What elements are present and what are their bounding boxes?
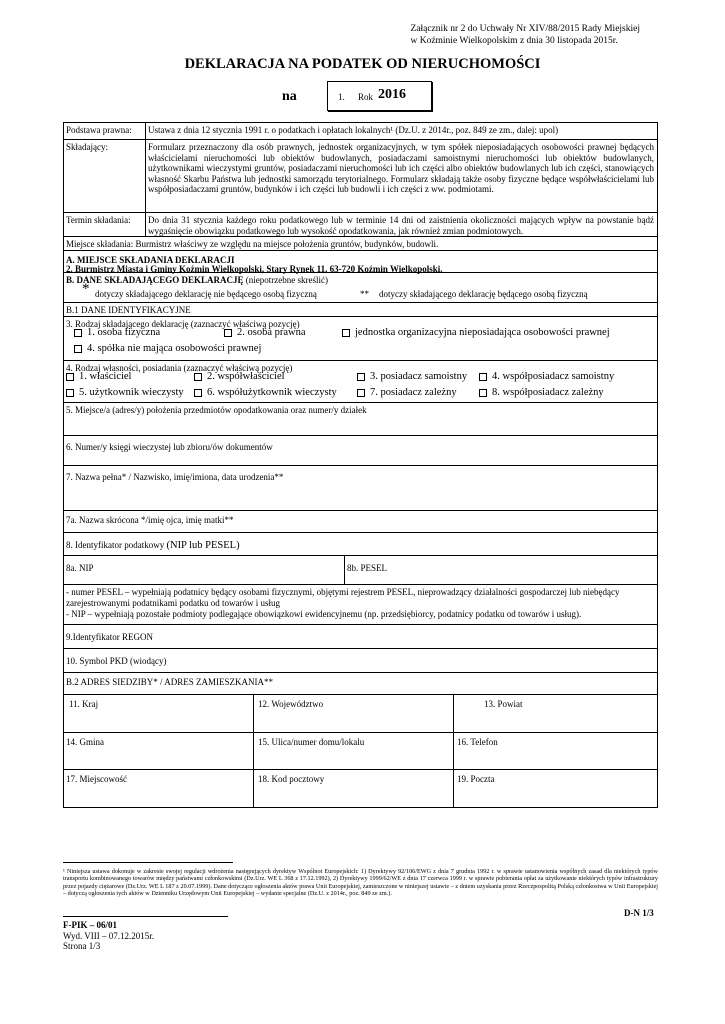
field10-label: 10. Symbol PKD (wiodący) xyxy=(66,656,167,666)
checkbox[interactable] xyxy=(479,389,487,397)
checkbox[interactable] xyxy=(194,373,202,381)
field5-label: 5. Miejsce/a (adres/y) położenia przedmiotów opodatkowania oraz numer/y działek xyxy=(66,405,367,415)
page-title: DEKLARACJA NA PODATEK OD NIERUCHOMOŚCI xyxy=(184,56,541,72)
field-8b[interactable] xyxy=(345,556,657,584)
checkbox[interactable] xyxy=(66,389,74,397)
field3-option-1[interactable] xyxy=(74,328,160,339)
field-8a[interactable] xyxy=(64,556,345,584)
field4-option-1[interactable] xyxy=(66,372,131,383)
pesel-note-line2: - NIP – wypełniają pozostałe podmioty podlegające obowiązkowi ewidencyjnemu (np. przedsiębiorcy, podatnicy podatku od towarów i usług). xyxy=(66,609,582,619)
checkbox[interactable] xyxy=(342,329,350,337)
field9-label: 9.Identyfikator REGON xyxy=(66,632,153,642)
page-code: D-N 1/3 xyxy=(624,908,654,918)
skladajacy-label: Składający: xyxy=(66,142,108,152)
checkbox[interactable] xyxy=(357,389,365,397)
footer-page: Strona 1/3 xyxy=(63,941,101,951)
field4-option-3-label: 3. posiadacz samoistny xyxy=(370,371,468,382)
field-10[interactable] xyxy=(63,649,658,673)
field4-option-4[interactable] xyxy=(479,372,614,383)
footer-code: F-PIK – 06/01 xyxy=(63,920,117,930)
field8-suffix: (NIP lub PESEL) xyxy=(166,540,240,551)
field3-option-4-label: 4. spółka nie mająca osobowości prawnej xyxy=(87,343,262,354)
checkbox[interactable] xyxy=(74,329,82,337)
podstawa-label: Podstawa prawna: xyxy=(66,125,132,135)
field-8-nip-pesel xyxy=(63,556,658,585)
year-box-number: 1. xyxy=(338,92,345,102)
field4-option-7[interactable] xyxy=(357,388,457,399)
checkbox[interactable] xyxy=(224,329,232,337)
field3-label: 3. Rodzaj składającego deklarację (zaznaczyć właściwą pozycję) xyxy=(66,319,300,329)
field-6[interactable] xyxy=(63,436,658,466)
field-18[interactable] xyxy=(254,770,454,807)
star-single: * xyxy=(82,281,90,297)
field-12[interactable] xyxy=(254,695,454,732)
declaration-form xyxy=(63,122,658,808)
termin-label: Termin składania: xyxy=(66,215,131,225)
field-15[interactable] xyxy=(254,733,454,769)
field4-option-3[interactable] xyxy=(357,372,467,383)
field4-option-6[interactable] xyxy=(194,388,337,399)
field3-option-2-label: 2. osoba prawna xyxy=(237,327,306,338)
row-skladajacy xyxy=(63,140,658,213)
section-b1 xyxy=(63,303,658,317)
address-row-3 xyxy=(63,770,658,808)
year-box xyxy=(327,81,432,111)
field-9[interactable] xyxy=(63,625,658,649)
field8b-label: 8b. PESEL xyxy=(347,563,388,573)
field13-label: 13. Powiat xyxy=(484,699,523,709)
address-row-1 xyxy=(63,695,658,733)
footer-edition: Wyd. VIII – 07.12.2015r. xyxy=(63,930,155,941)
year-prefix: na xyxy=(282,89,297,104)
star-single-text: dotyczy składającego deklarację nie będącego osobą fizyczną xyxy=(95,289,317,299)
field4-option-1-label: 1. właściciel xyxy=(79,371,132,382)
footnote-divider xyxy=(63,862,233,863)
row-podstawa xyxy=(63,123,658,140)
field4-option-7-label: 7. posiadacz zależny xyxy=(370,387,457,398)
field3-option-3-label: jednostka organizacyjna nieposiadająca osobowości prawnej xyxy=(355,327,610,338)
section-b-title: B. DANE SKŁADAJĄCEGO DEKLARACJĘ xyxy=(66,275,244,285)
row-termin xyxy=(63,213,658,237)
section-a-text: 2. Burmistrz Miasta i Gminy Koźmin Wielkopolski, Stary Rynek 11, 63-720 Koźmin Wielkopolski. xyxy=(66,264,443,274)
year-box-year[interactable]: 2016 xyxy=(378,87,406,102)
field4-option-8[interactable] xyxy=(479,388,604,399)
field4-option-8-label: 8. współposiadacz zależny xyxy=(492,387,604,398)
attachment-note xyxy=(410,24,640,47)
field3-option-2[interactable] xyxy=(224,328,306,339)
field19-label: 19. Poczta xyxy=(457,774,495,784)
field4-option-6-label: 6. współużytkownik wieczysty xyxy=(207,387,337,398)
field15-label: 15. Ulica/numer domu/lokalu xyxy=(258,737,365,747)
field8a-label: 8a. NIP xyxy=(66,563,94,573)
field7-label: 7. Nazwa pełna* / Nazwisko, imię/imiona, data urodzenia** xyxy=(66,472,284,482)
section-b xyxy=(63,273,658,303)
field-3 xyxy=(63,317,658,361)
field8-label: 8. Identyfikator podatkowy xyxy=(66,540,165,550)
footer-divider xyxy=(63,916,228,917)
section-b-header xyxy=(66,275,328,286)
field4-label: 4. Rodzaj własności, posiadania (zaznaczyć właściwą pozycję) xyxy=(66,363,293,373)
field-19[interactable] xyxy=(454,770,657,807)
section-b-note: (niepotrzebne skreślić) xyxy=(245,275,328,285)
field4-option-2-label: 2. współwłaściciel xyxy=(207,371,285,382)
field17-label: 17. Miejscowość xyxy=(66,774,127,784)
address-row-2 xyxy=(63,733,658,770)
field-16[interactable] xyxy=(454,733,657,769)
skladajacy-text: Formularz przeznaczony dla osób prawnych, jednostek organizacyjnych, w tym spółek nieposiadających osobowości prawnej będących właścicielami nieruchomości lub obiektów budowlanych, posiadaczami samoistnymi nieruchomości lub obiektów budowlanych, użytkownikami wieczystymi gruntów, posiadaczami nieruchomości lub ich części albo obiektów budowlanych lub ich części, stanowiących własność Skarbu Państwa lub jednostki samorządu terytorialnego. Formularz składają także osoby fizyczne będące współwłaścicielami lub współposiadaczami gruntów, budynków i ich części lub budowli i ich części z ww. podmiotami. xyxy=(148,142,654,194)
attachment-note-line2: w Koźminie Wielkopolskim z dnia 30 listopada 2015r. xyxy=(410,35,618,46)
section-a xyxy=(63,251,658,273)
field8-header xyxy=(66,540,240,552)
podstawa-text: Ustawa z dnia 12 stycznia 1991 r. o podatkach i opłatach lokalnych¹ (Dz.U. z 2014r., poz. 849 ze zm., dalej: upol) xyxy=(148,125,559,135)
checkbox[interactable] xyxy=(66,373,74,381)
field-8 xyxy=(63,533,658,556)
star-double-text: dotyczy składającego deklarację będącego osobą fizyczną xyxy=(379,289,588,299)
field4-option-5-label: 5. użytkownik wieczysty xyxy=(79,387,184,398)
field-17[interactable] xyxy=(64,770,254,807)
checkbox[interactable] xyxy=(357,373,365,381)
miejsce-text: Miejsce składania: Burmistrz właściwy ze względu na miejsce położenia gruntów, budynków, budowli. xyxy=(66,239,439,249)
star-double: ** xyxy=(360,289,369,299)
field7a-label: 7a. Nazwa skrócona */imię ojca, imię matki** xyxy=(66,515,234,525)
field-7a[interactable] xyxy=(63,511,658,533)
field-4 xyxy=(63,361,658,403)
field18-label: 18. Kod pocztowy xyxy=(258,774,325,784)
field4-option-5[interactable] xyxy=(66,388,184,399)
field4-option-2[interactable] xyxy=(194,372,285,383)
field3-option-3[interactable] xyxy=(342,328,610,339)
field3-option-1-label: 1. osoba fizyczna xyxy=(87,327,161,338)
field-14[interactable] xyxy=(64,733,254,769)
checkbox[interactable] xyxy=(479,373,487,381)
checkbox[interactable] xyxy=(74,345,82,353)
checkbox[interactable] xyxy=(194,389,202,397)
field6-label: 6. Numer/y księgi wieczystej lub zbioru/ów dokumentów xyxy=(66,442,273,452)
year-box-rok-label: Rok xyxy=(358,92,374,102)
field14-label: 14. Gmina xyxy=(66,737,104,747)
row-miejsce xyxy=(63,237,658,251)
field-7[interactable] xyxy=(63,466,658,511)
pesel-note-line1: - numer PESEL – wypełniają podatnicy będący osobami fizycznymi, objętymi rejestrem PESEL, nieprowadzący działalności gospodarczej lub niebędący zarejestrowanymi podatnikami podatku od towarów i usług xyxy=(66,587,620,608)
footnote: ¹ Niniejsza ustawa dokonuje w zakresie swojej regulacji wdrożenia następujących dyrektyw Wspólnot Europejskich: 1) Dyrektywy 92/106/EWG z dnia 7 grudnia 1992 r. w sprawie ustanowienia wspólnych zasad dla niektórych typów transportu kombinowanego towarów między państwami członkowskimi (Dz.Urz. WE L 368 z 17.12.1992), 2) Dyrektywy 1999/62/WE z dnia 17 czerwca 1999 r. w sprawie pobierania opłat za użytkowanie niektórych typów infrastruktury przez pojazdy ciężarowe (Dz.Urz. WE L 187 z 20.07.1999). Dane dotyczące ogłoszenia aktów prawa Unii Europejskiej, zamieszczone w niniejszej ustawie – z dniem uzyskania przez Rzeczpospolitą Polską członkostwa w Unii Europejskiej – dotyczą ogłoszenia tych aktów w Dzienniku Urzędowym Unii Europejskiej – wydanie specjalne (Dz.U. z 2014r., poz. 849 ze zm.). xyxy=(63,868,658,898)
field11-label: 11. Kraj xyxy=(69,699,99,709)
field4-option-4-label: 4. współposiadacz samoistny xyxy=(492,371,615,382)
termin-text: Do dnia 31 stycznia każdego roku podatkowego lub w terminie 14 dni od zaistnienia okoliczności mających wpływ na powstanie bądź wygaśnięcie obowiązku podatkowego lub wysokość opodatkowania, jak również zmian podmiotowych. xyxy=(148,215,654,236)
b2-title: B.2 ADRES SIEDZIBY* / ADRES ZAMIESZKANIA** xyxy=(66,677,274,687)
field-13[interactable] xyxy=(454,695,657,732)
field-11[interactable] xyxy=(64,695,254,732)
b1-title: B.1 DANE IDENTYFIKACYJNE xyxy=(66,305,191,315)
attachment-note-line1: Załącznik nr 2 do Uchwały Nr XIV/88/2015 Rady Miejskiej xyxy=(410,24,640,34)
field-5[interactable] xyxy=(63,403,658,436)
section-a-title: A. MIEJSCE SKŁADANIA DEKLARACJI xyxy=(66,255,235,265)
section-b2 xyxy=(63,673,658,695)
field12-label: 12. Województwo xyxy=(258,699,324,709)
footer xyxy=(63,920,154,952)
field16-label: 16. Telefon xyxy=(457,737,498,747)
field3-option-4[interactable] xyxy=(74,344,261,355)
pesel-note xyxy=(63,585,658,625)
